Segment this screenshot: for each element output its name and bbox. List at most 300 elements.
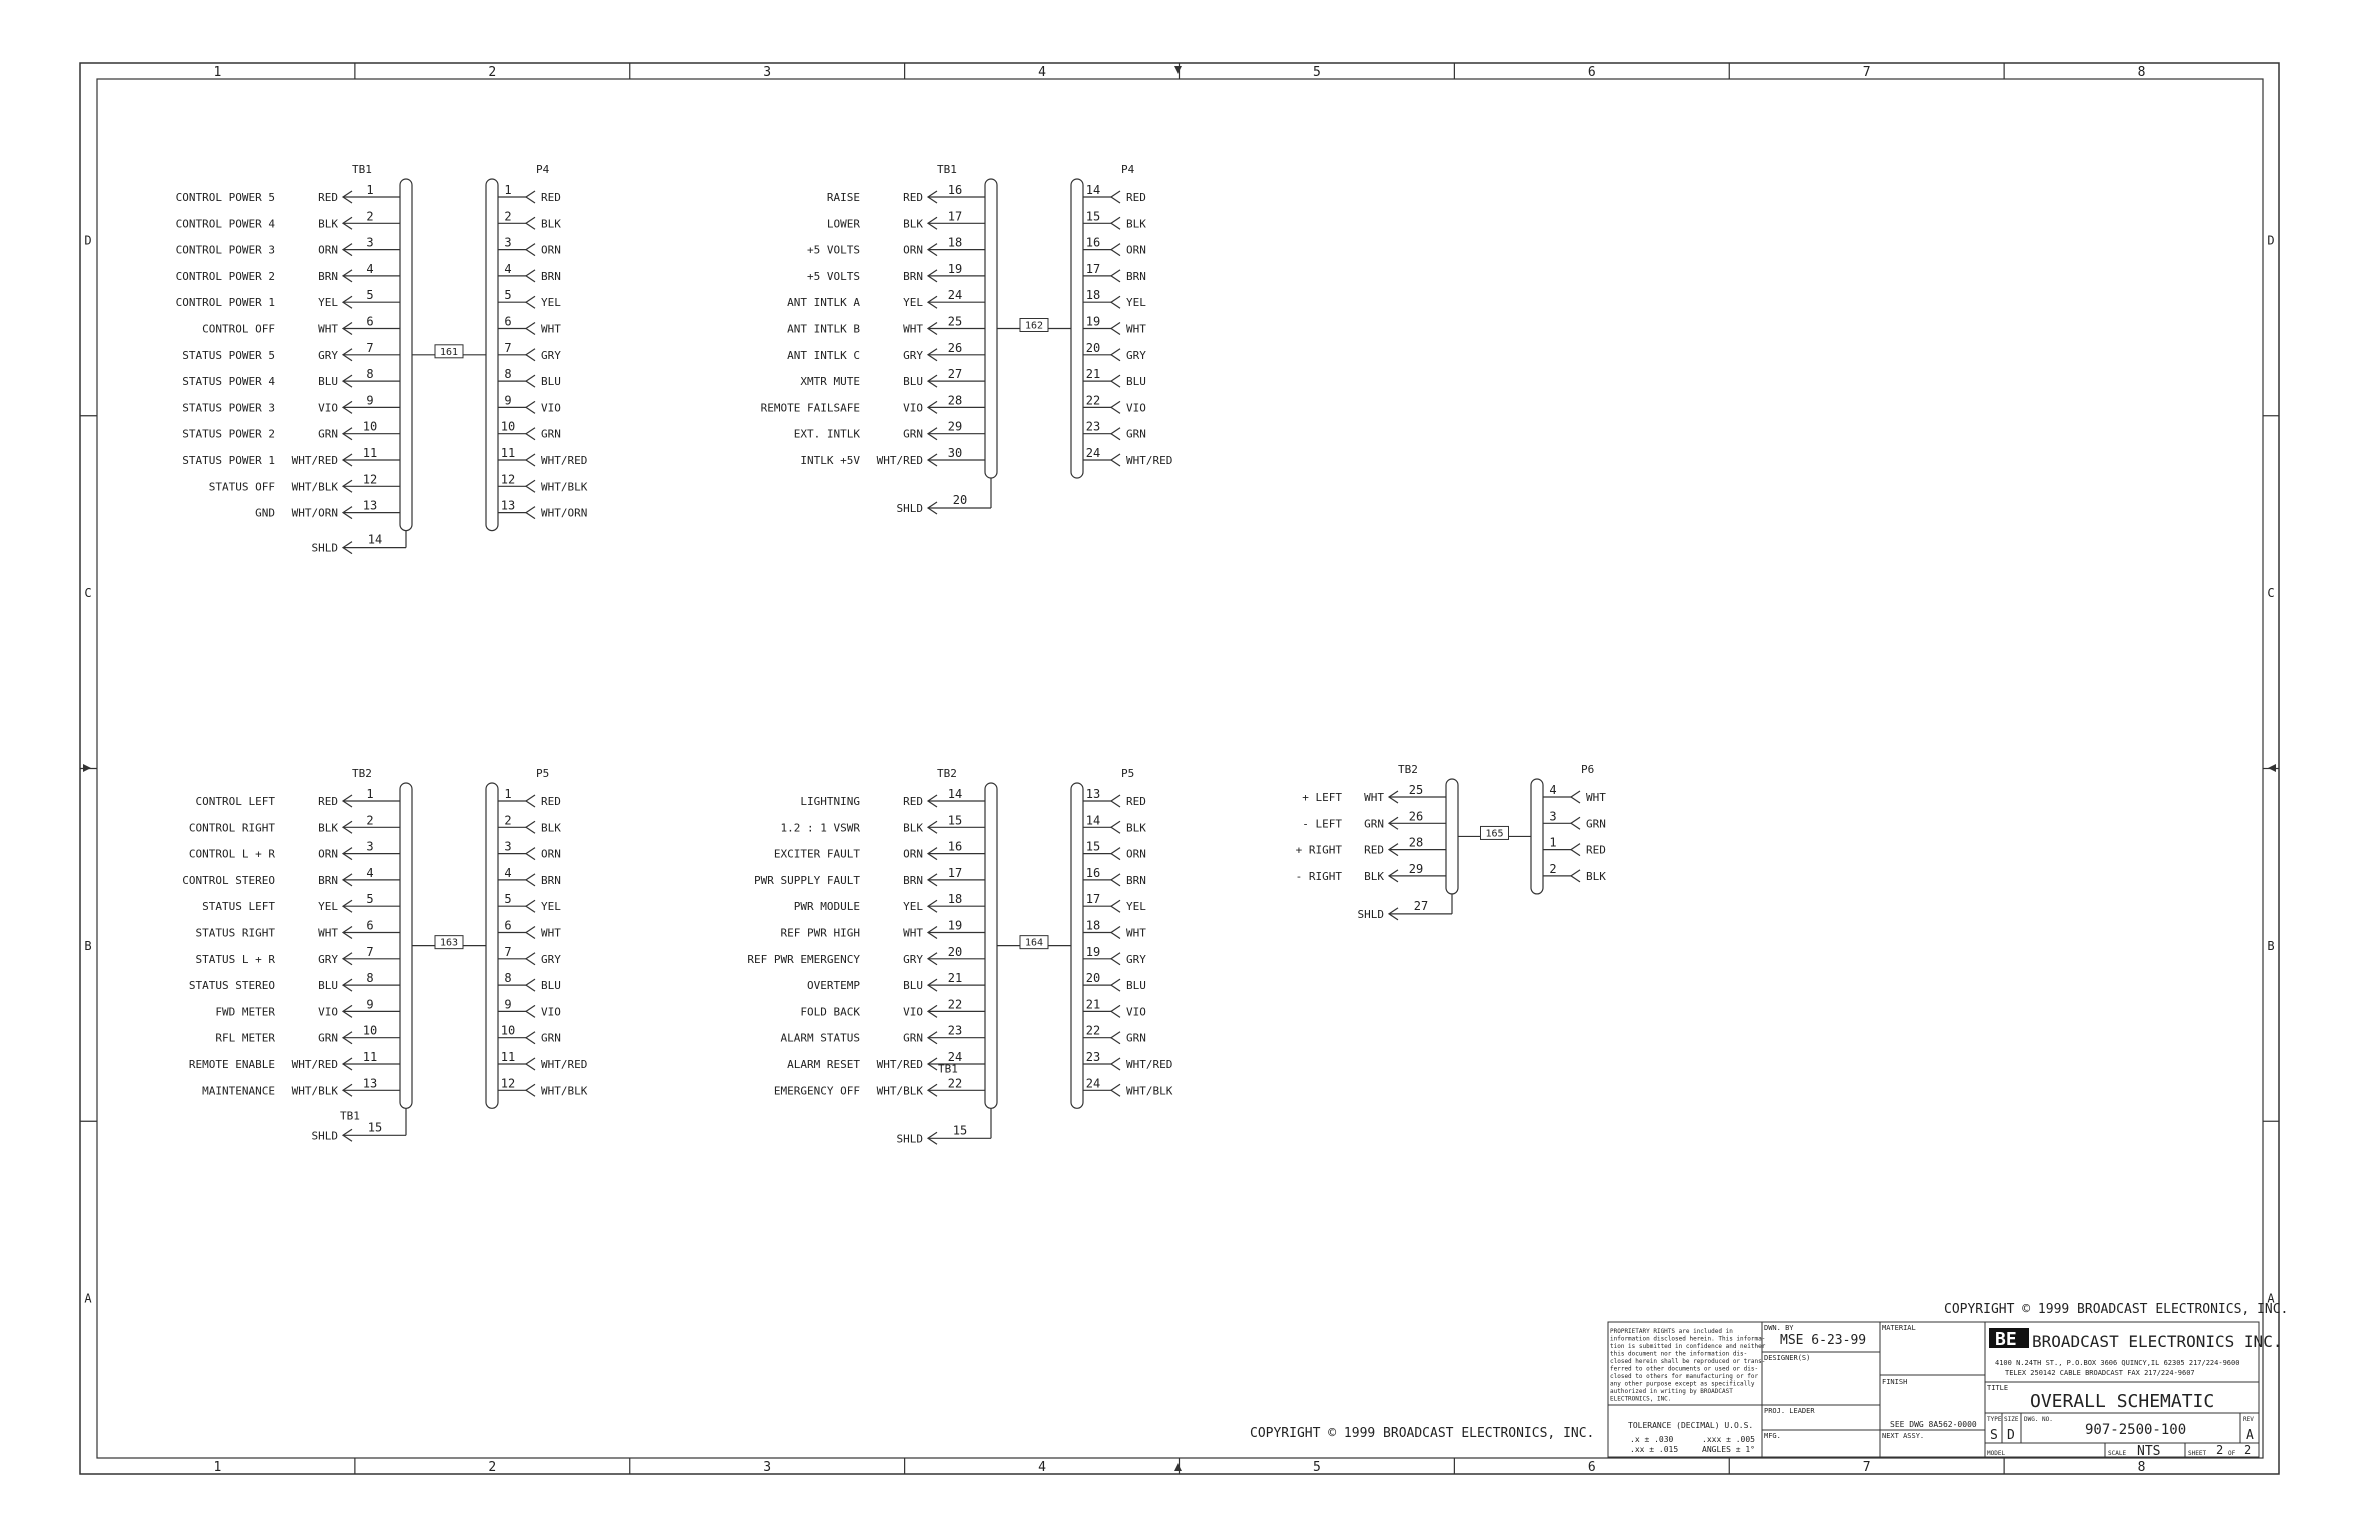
center-mark: [2268, 764, 2276, 772]
tb-pin-number: 25: [1408, 783, 1424, 797]
zone-label-row: B: [84, 938, 92, 953]
zone-label-column: 7: [1862, 65, 1871, 80]
tb-pin-number: 29: [947, 419, 963, 434]
proprietary-line: ELECTRONICS, INC.: [1610, 1395, 1672, 1403]
terminal-block-label: TB2: [937, 767, 957, 780]
connector-arrow: [1111, 821, 1120, 833]
tb-wire-color: GRN: [318, 427, 338, 441]
cable-label: 165: [1485, 828, 1504, 840]
copyright-bottom: COPYRIGHT © 1999 BROADCAST ELECTRONICS, INC.: [1250, 1426, 1595, 1441]
zone-label-column: 3: [763, 65, 772, 80]
connector-arrow: [1571, 817, 1580, 829]
plug-pin-number: 5: [504, 288, 512, 303]
tb-wire-color: WHT: [318, 926, 338, 940]
tb-pin-number: 27: [947, 367, 963, 382]
tb-pin-number: 20: [947, 944, 963, 959]
plug-pin-number: 11: [500, 1050, 516, 1064]
be-logo-text: BE: [1995, 1329, 2017, 1350]
tb-pin-number: 10: [362, 1023, 378, 1038]
tb-wire-color: WHT: [318, 322, 338, 336]
connector-arrow: [526, 507, 535, 519]
tb-pin-number: 24: [947, 1050, 963, 1064]
terminal-block-label: TB1: [937, 163, 957, 176]
plug-pin-number: 5: [504, 892, 512, 907]
tb-wire-color: WHT/BLK: [291, 480, 338, 494]
tb-wire-color: VIO: [318, 401, 338, 415]
tb-pin-number: 6: [366, 918, 374, 933]
plug-pin-number: 20: [1085, 340, 1101, 355]
drawn-by-label: DWN. BY: [1764, 1324, 1794, 1332]
tb-wire-color: ORN: [903, 243, 923, 257]
cable-label: 162: [1024, 320, 1044, 332]
dwg-no-value: 907-2500-100: [2085, 1422, 2187, 1438]
plug-pin-number: 21: [1085, 997, 1101, 1012]
tb-pin-number: 23: [947, 1023, 963, 1038]
tb-pin-number: 3: [366, 839, 374, 854]
plug-wire-color: ORN: [541, 847, 561, 861]
signal-name: GND: [255, 506, 275, 520]
plug-wire-color: WHT: [1126, 926, 1146, 940]
title-label: TITLE: [1987, 1384, 2009, 1392]
tb-wire-color: WHT/RED: [876, 454, 923, 467]
signal-name: CONTROL RIGHT: [188, 821, 275, 835]
plug-pin-number: 14: [1085, 183, 1101, 197]
connector-arrow: [1111, 927, 1120, 939]
terminal-block-label: TB1: [352, 163, 372, 176]
zone-label-column: 6: [1587, 65, 1596, 80]
zone-label-column: 7: [1862, 1460, 1871, 1475]
connector-arrow: [1111, 428, 1120, 440]
zone-label-column: 2: [488, 1460, 497, 1475]
plug-pin-number: 15: [1085, 839, 1101, 854]
tb-wire-color: BLK: [1364, 869, 1384, 883]
plug-wire-color: YEL: [1126, 900, 1146, 914]
signal-name: INTLK +5V: [800, 454, 860, 467]
tb-pin-number: 13: [362, 498, 378, 513]
tb-pin-number: 21: [947, 971, 963, 986]
plug-label: P5: [536, 767, 550, 780]
plug-wire-color: WHT/RED: [541, 1058, 588, 1071]
size-label: SIZE: [2004, 1416, 2019, 1423]
connector-arrow: [526, 927, 535, 939]
proprietary-line: PROPRIETARY RIGHTS are included in: [1610, 1328, 1733, 1335]
drawing-frame: [80, 63, 2279, 1474]
mfg-label: MFG.: [1764, 1432, 1781, 1440]
plug-bus-bar: [1071, 783, 1083, 1108]
plug-wire-color: RED: [1586, 843, 1606, 857]
plug-pin-number: 1: [1549, 835, 1557, 850]
tb-pin-number: 22: [947, 1076, 963, 1091]
signal-name: LIGHTNING: [800, 795, 860, 808]
connector-group-163: [182, 767, 587, 1142]
type-label: TYPE: [1987, 1416, 2002, 1423]
tb-wire-color: GRY: [318, 348, 338, 362]
center-mark: [1174, 1463, 1182, 1471]
plug-pin-number: 18: [1085, 288, 1101, 303]
plug-pin-number: 11: [500, 446, 516, 460]
tb-wire-color: RED: [903, 795, 923, 808]
proprietary-line: closed herein shall be reproduced or trans-: [1610, 1358, 1766, 1365]
signal-name: CONTROL POWER 3: [175, 243, 275, 257]
rev-label: REV: [2243, 1416, 2254, 1423]
connector-arrow: [1111, 323, 1120, 335]
tb-wire-color: YEL: [903, 900, 923, 914]
connector-arrow: [1111, 217, 1120, 229]
plug-pin-number: 15: [1085, 209, 1101, 224]
company-name: BROADCAST ELECTRONICS INC.: [2032, 1332, 2283, 1351]
cable-label: 164: [1024, 937, 1044, 949]
terminal-bus-bar: [985, 179, 997, 478]
plug-wire-color: GRN: [541, 1031, 561, 1045]
tb-pin-number: 13: [362, 1076, 378, 1091]
signal-name: STATUS POWER 1: [182, 454, 275, 467]
signal-name: EXCITER FAULT: [773, 847, 860, 861]
signal-name: ALARM STATUS: [780, 1031, 860, 1045]
tb-wire-color: RED: [903, 191, 923, 204]
plug-wire-color: ORN: [1126, 243, 1146, 257]
zone-labels: [84, 65, 2275, 1475]
connector-arrow: [526, 848, 535, 860]
shield-pin-number: 27: [1413, 898, 1429, 913]
tb-wire-color: BRN: [903, 873, 923, 887]
plug-wire-color: RED: [541, 191, 561, 204]
plug-pin-number: 9: [504, 997, 512, 1012]
plug-wire-color: YEL: [541, 296, 561, 310]
proprietary-line: tion is submitted in confidence and neither: [1610, 1343, 1766, 1350]
plug-pin-number: 7: [504, 340, 512, 355]
tb-pin-number: 9: [366, 997, 374, 1012]
shield-label: SHLD: [896, 1132, 923, 1146]
zone-label-row: C: [84, 586, 92, 601]
tb-wire-color: BLU: [903, 979, 923, 993]
model-label: MODEL: [1987, 1450, 2006, 1457]
connector-group-162: [761, 163, 1173, 515]
shield-pin-number: 14: [367, 532, 383, 547]
tb-pin-number: 10: [362, 419, 378, 434]
plug-wire-color: GRN: [1126, 1031, 1146, 1045]
tb-wire-color: YEL: [318, 296, 338, 310]
connector-arrow: [526, 979, 535, 991]
connector-arrow: [526, 191, 535, 203]
proprietary-line: any other purpose except as specifically: [1610, 1380, 1755, 1388]
zone-label-column: 2: [488, 65, 497, 80]
copyright-top: COPYRIGHT © 1999 BROADCAST ELECTRONICS, INC.: [1944, 1302, 2289, 1317]
tb-wire-color: BLK: [318, 821, 338, 835]
plug-pin-number: 8: [504, 971, 512, 986]
plug-wire-color: BLK: [1126, 821, 1146, 835]
plug-pin-number: 13: [500, 498, 516, 513]
scale-label: SCALE: [2108, 1450, 2127, 1457]
tb-pin-number: 11: [362, 1050, 378, 1064]
next-assy-label: NEXT ASSY.: [1882, 1432, 1925, 1440]
drawing-title: OVERALL SCHEMATIC: [2030, 1391, 2215, 1412]
connector-arrow: [526, 428, 535, 440]
type-value: S: [1990, 1428, 1998, 1443]
outer-border: [80, 63, 2279, 1474]
plug-pin-number: 21: [1085, 367, 1101, 382]
plug-wire-color: ORN: [1126, 847, 1146, 861]
plug-pin-number: 2: [1549, 861, 1557, 876]
plug-label: P4: [536, 163, 550, 176]
tb-wire-color: WHT/RED: [291, 1058, 338, 1071]
plug-wire-color: WHT/RED: [1126, 454, 1173, 467]
see-dwg: SEE DWG 8A562-0000: [1890, 1420, 1977, 1429]
plug-pin-number: 8: [504, 367, 512, 382]
plug-pin-number: 17: [1085, 261, 1101, 276]
tolerance-label: TOLERANCE (DECIMAL) U.O.S.: [1628, 1421, 1754, 1430]
plug-pin-number: 14: [1085, 813, 1101, 828]
zone-label-row: A: [2267, 1291, 2275, 1306]
sheet-value: 2: [2216, 1443, 2224, 1457]
tb-pin-number: 2: [366, 209, 374, 224]
terminal-block-label: TB1: [340, 1109, 360, 1123]
connector-arrow: [1111, 874, 1120, 886]
connector-arrow: [1111, 191, 1120, 203]
tb-wire-color: BLK: [903, 821, 923, 835]
tb-pin-number: 3: [366, 235, 374, 250]
signal-name: ANT INTLK B: [787, 322, 860, 336]
plug-pin-number: 3: [504, 839, 512, 854]
connector-arrow: [1111, 296, 1120, 308]
plug-wire-color: WHT/BLK: [541, 1084, 588, 1098]
tb-pin-number: 6: [366, 314, 374, 329]
plug-pin-number: 22: [1085, 1023, 1101, 1038]
tb-pin-number: 24: [947, 288, 963, 303]
tb-pin-number: 28: [947, 393, 963, 408]
shield-label: SHLD: [311, 1129, 338, 1143]
title-block: [1608, 1302, 2288, 1459]
plug-wire-color: WHT/BLK: [541, 480, 588, 494]
tb-wire-color: WHT: [903, 322, 923, 336]
tb-pin-number: 1: [366, 787, 374, 801]
signal-name: MAINTENANCE: [202, 1084, 275, 1098]
tb-wire-color: RED: [318, 795, 338, 808]
tb-wire-color: WHT/BLK: [291, 1084, 338, 1098]
tb-pin-number: 1: [366, 183, 374, 197]
plug-bus-bar: [486, 179, 498, 531]
zone-label-column: 4: [1038, 65, 1046, 80]
plug-wire-color: BLU: [1126, 979, 1146, 993]
plug-wire-color: WHT: [1126, 322, 1146, 336]
tb-wire-color: GRY: [903, 952, 923, 966]
drawn-by-value: MSE 6-23-99: [1780, 1333, 1867, 1348]
terminal-bus-bar: [400, 783, 412, 1108]
signal-name: STATUS POWER 3: [182, 401, 275, 415]
plug-pin-number: 12: [500, 1076, 516, 1091]
tb-pin-number: 16: [947, 183, 963, 197]
plug-wire-color: BLK: [1126, 217, 1146, 231]
signal-name: OVERTEMP: [807, 979, 860, 993]
plug-wire-color: BRN: [541, 873, 561, 887]
plug-wire-color: GRY: [541, 952, 561, 966]
tb-wire-color: WHT: [903, 926, 923, 940]
tb-pin-number: 30: [947, 446, 963, 460]
of-label: OF: [2228, 1450, 2236, 1457]
tb-wire-color: GRN: [1364, 817, 1384, 831]
tb-wire-color: BRN: [318, 873, 338, 887]
connector-arrow: [1111, 848, 1120, 860]
connector-arrow: [1111, 1032, 1120, 1044]
plug-pin-number: 1: [504, 787, 512, 801]
proprietary-line: closed to others for manufacturing or for: [1610, 1373, 1759, 1380]
zone-label-row: D: [2267, 233, 2275, 248]
connector-arrow: [1111, 795, 1120, 807]
tb-wire-color: WHT: [1364, 791, 1384, 804]
plug-pin-number: 4: [504, 261, 512, 276]
connector-arrow: [526, 874, 535, 886]
signal-name: STATUS POWER 4: [182, 375, 275, 389]
tb-pin-number: 9: [366, 393, 374, 408]
plug-pin-number: 24: [1085, 446, 1101, 460]
plug-pin-number: 10: [500, 419, 516, 434]
plug-wire-color: WHT/RED: [541, 454, 588, 467]
tb-wire-color: BLU: [318, 375, 338, 389]
signal-name: CONTROL L + R: [188, 847, 275, 861]
connector-arrow: [1111, 244, 1120, 256]
signal-name: REMOTE FAILSAFE: [760, 401, 860, 415]
plug-wire-color: VIO: [541, 1005, 561, 1019]
tb-pin-number: 4: [366, 261, 374, 276]
signal-name: CONTROL LEFT: [195, 795, 275, 808]
finish-label: FINISH: [1882, 1378, 1908, 1386]
tb-wire-color: BLU: [318, 979, 338, 993]
signal-name: STATUS STEREO: [188, 979, 275, 993]
tb-pin-number: 4: [366, 865, 374, 880]
connector-arrow: [526, 296, 535, 308]
plug-wire-color: GRY: [1126, 952, 1146, 966]
plug-wire-color: RED: [1126, 795, 1146, 808]
signal-name: STATUS L + R: [195, 952, 275, 966]
connector-arrow: [1111, 1084, 1120, 1096]
connector-arrow: [526, 1058, 535, 1070]
shield-label: SHLD: [311, 541, 338, 555]
plug-wire-color: VIO: [1126, 401, 1146, 415]
plug-pin-number: 24: [1085, 1076, 1101, 1091]
connector-arrow: [1111, 375, 1120, 387]
connector-arrow: [1111, 979, 1120, 991]
signal-name: CONTROL POWER 2: [175, 269, 275, 283]
plug-label: P6: [1581, 763, 1595, 776]
tb-wire-color: WHT/ORN: [291, 506, 338, 520]
tb-pin-number: 19: [947, 918, 963, 933]
plug-wire-color: WHT: [541, 926, 561, 940]
tb-wire-color: WHT/RED: [876, 1058, 923, 1071]
plug-wire-color: WHT/RED: [1126, 1058, 1173, 1071]
signal-name: RFL METER: [215, 1031, 275, 1045]
plug-wire-color: BLK: [541, 821, 561, 835]
tolerance-2: .xx ± .015: [1630, 1445, 1679, 1454]
zone-label-column: 8: [2137, 65, 2146, 80]
plug-wire-color: RED: [1126, 191, 1146, 204]
connector-arrow: [526, 244, 535, 256]
plug-pin-number: 4: [504, 865, 512, 880]
tb-wire-color: GRN: [318, 1031, 338, 1045]
connector-arrow: [526, 795, 535, 807]
connector-arrow: [1571, 791, 1580, 803]
signal-name: STATUS RIGHT: [195, 926, 275, 940]
tb-pin-number: 5: [366, 892, 374, 907]
plug-pin-number: 6: [504, 314, 512, 329]
signal-name: + RIGHT: [1295, 843, 1342, 857]
connector-group-165: [1296, 763, 1607, 921]
plug-bus-bar: [1531, 779, 1543, 894]
signal-name: PWR SUPPLY FAULT: [754, 873, 860, 887]
signal-name: - LEFT: [1302, 817, 1342, 831]
tb-pin-number: 17: [947, 865, 963, 880]
signal-name: CONTROL POWER 4: [175, 217, 275, 231]
plug-pin-number: 16: [1085, 235, 1101, 250]
tb-wire-color: WHT/BLK: [876, 1084, 923, 1098]
signal-name: +5 VOLTS: [807, 269, 860, 283]
connector-arrow: [1111, 953, 1120, 965]
tb-wire-color: VIO: [318, 1005, 338, 1019]
tb-pin-number: 12: [362, 472, 378, 487]
plug-wire-color: BRN: [1126, 873, 1146, 887]
connector-arrow: [1111, 1058, 1120, 1070]
plug-pin-number: 20: [1085, 971, 1101, 986]
connector-arrow: [526, 401, 535, 413]
signal-name: ALARM RESET: [787, 1058, 860, 1071]
tb-wire-color: BLU: [903, 375, 923, 389]
plug-wire-color: BRN: [1126, 269, 1146, 283]
signal-name: CONTROL STEREO: [182, 873, 275, 887]
terminal-block-label: TB2: [352, 767, 372, 780]
plug-pin-number: 3: [1549, 809, 1557, 824]
plug-wire-color: YEL: [1126, 296, 1146, 310]
tb-wire-color: BLK: [318, 217, 338, 231]
signal-name: +5 VOLTS: [807, 243, 860, 257]
zone-label-column: 1: [213, 1460, 222, 1475]
tb-pin-number: 8: [366, 367, 374, 382]
proprietary-line: authorized in writing by BROADCAST: [1610, 1388, 1733, 1395]
shield-pin-number: 20: [952, 493, 968, 507]
cable-label: 161: [439, 346, 459, 358]
proprietary-notice: [1610, 1328, 1766, 1403]
tb-pin-number: 17: [947, 209, 963, 224]
tb-pin-number: 11: [362, 446, 378, 460]
plug-wire-color: RED: [541, 795, 561, 808]
tb-pin-number: 25: [947, 314, 963, 329]
plug-pin-number: 2: [504, 209, 512, 224]
plug-wire-color: WHT/ORN: [541, 506, 588, 520]
connector-arrow: [1111, 900, 1120, 912]
tolerance-4: ANGLES ± 1°: [1702, 1445, 1755, 1454]
connector-arrow: [526, 953, 535, 965]
proprietary-line: information disclosed herein. This informa-: [1610, 1335, 1766, 1343]
zone-label-column: 6: [1587, 1460, 1596, 1475]
signal-name: REF PWR HIGH: [780, 926, 860, 940]
tb-wire-color: VIO: [903, 1005, 923, 1019]
center-mark: [83, 764, 91, 772]
tb-pin-number: 8: [366, 971, 374, 986]
connector-arrow: [1111, 454, 1120, 466]
signal-name: + LEFT: [1302, 791, 1342, 804]
connector-arrow: [526, 454, 535, 466]
company-address: 4100 N.24TH ST., P.O.BOX 3606 QUINCY,IL 62305 217/224-9600: [1995, 1359, 2240, 1367]
material-label: MATERIAL: [1882, 1324, 1916, 1332]
company-telex: TELEX 250142 CABLE BROADCAST FAX 217/224-9607: [2005, 1369, 2195, 1377]
plug-wire-color: BLU: [1126, 375, 1146, 389]
plug-bus-bar: [486, 783, 498, 1108]
connector-group-164: [747, 767, 1172, 1145]
signal-name: FWD METER: [215, 1005, 275, 1019]
signal-name: ANT INTLK A: [787, 296, 860, 310]
plug-pin-number: 7: [504, 944, 512, 959]
plug-pin-number: 13: [1085, 787, 1101, 801]
signal-name: 1.2 : 1 VSWR: [780, 821, 860, 835]
terminal-bus-bar: [1446, 779, 1458, 894]
plug-pin-number: 2: [504, 813, 512, 828]
